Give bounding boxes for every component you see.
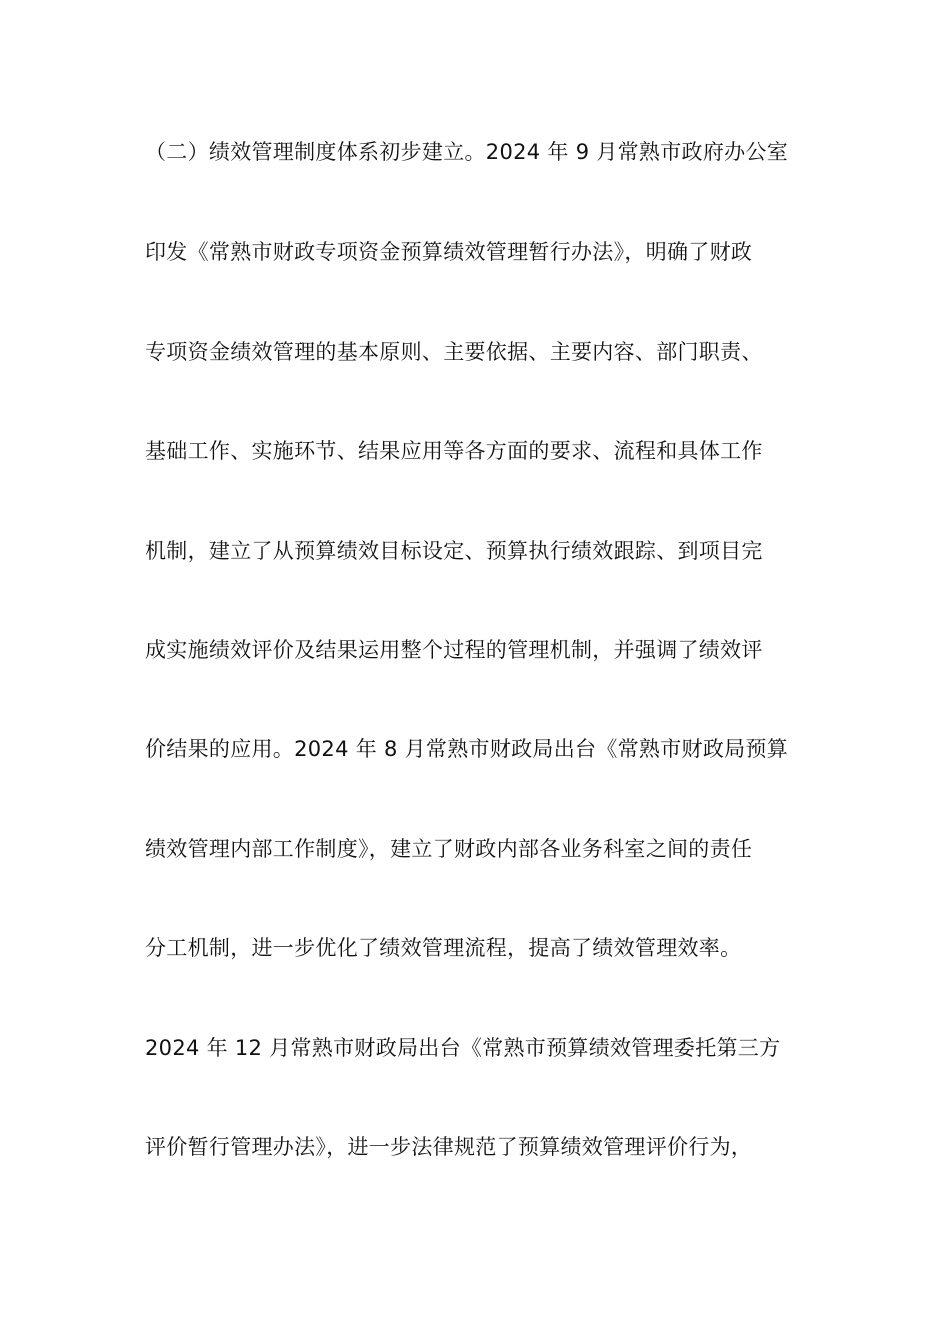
paragraph-line: （二）绩效管理制度体系初步建立。2024 年 9 月常熟市政府办公室 <box>145 140 789 164</box>
paragraph-line: 价结果的应用。2024 年 8 月常熟市财政局出台《常熟市财政局预算 <box>145 737 789 761</box>
paragraph-line: 绩效管理内部工作制度》，建立了财政内部各业务科室之间的责任 <box>145 837 753 861</box>
paragraph-line: 专项资金绩效管理的基本原则、主要依据、主要内容、部门职责、 <box>145 340 763 364</box>
paragraph-line: 成实施绩效评价及结果运用整个过程的管理机制，并强调了绩效评 <box>145 638 763 662</box>
paragraph-line: 评价暂行管理办法》，进一步法律规范了预算绩效管理评价行为， <box>145 1135 753 1159</box>
paragraph-line: 印发《常熟市财政专项资金预算绩效管理暂行办法》，明确了财政 <box>145 240 753 264</box>
paragraph-line: 基础工作、实施环节、结果应用等各方面的要求、流程和具体工作 <box>145 439 763 463</box>
paragraph-line: 2024 年 12 月常熟市财政局出台《常熟市预算绩效管理委托第三方 <box>145 1036 781 1060</box>
paragraph-line: 机制，建立了从预算绩效目标设定、预算执行绩效跟踪、到项目完 <box>145 539 763 563</box>
paragraph-line: 分工机制，进一步优化了绩效管理流程，提高了绩效管理效率。 <box>145 936 742 960</box>
